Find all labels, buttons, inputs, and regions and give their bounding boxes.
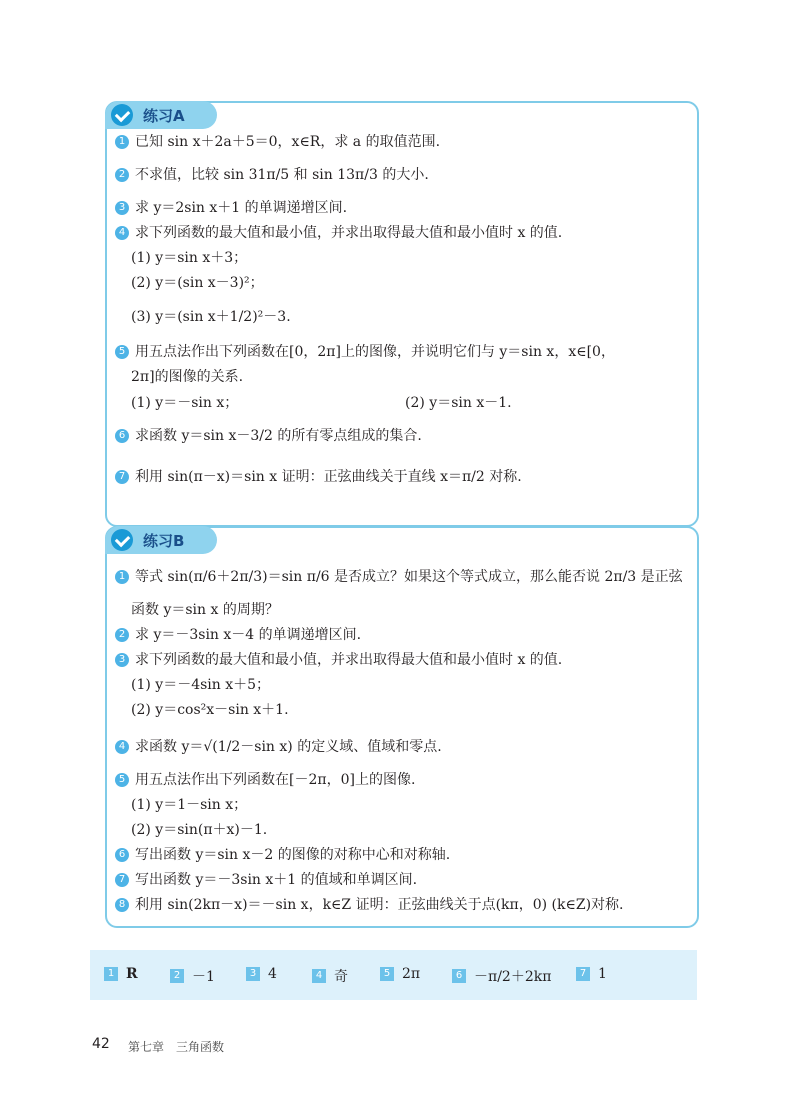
answer-item: 2 －1 (170, 966, 215, 986)
exercise-line: 8 利用 sin(2kπ－x)＝－sin x，k∈Z 证明：正弦曲线关于点(kπ，0) (k∈Z)对称. (115, 896, 691, 914)
answer-item: 1 R (104, 966, 138, 982)
exercise-subline: (1) y＝sin x＋3； (131, 250, 248, 266)
exercise-subline: (2) y＝cos²x－sin x＋1. (131, 702, 289, 718)
exercise-line: 2 求 y＝－3sin x－4 的单调递增区间. (115, 626, 691, 644)
exercise-subline: 2π]的图像的关系. (131, 369, 244, 385)
exercise-subline: (1) y＝－sin x； (2) y＝sin x－1. (131, 395, 512, 411)
exercise-a-title: 练习A (143, 106, 185, 125)
answer-item: 6 －π/2＋2kπ (452, 966, 551, 986)
answer-item: 3 4 (246, 966, 277, 982)
exercise-subline: (2) y＝sin(π＋x)－1. (131, 822, 268, 838)
answers-bar (90, 950, 697, 1000)
exercise-line: 6 求函数 y＝sin x－3/2 的所有零点组成的集合. (115, 427, 691, 445)
exercise-b-title: 练习B (143, 531, 185, 550)
exercise-line: 6 写出函数 y＝sin x－2 的图像的对称中心和对称轴. (115, 846, 691, 864)
exercise-subline: (1) y＝1－sin x； (131, 797, 248, 813)
answer-item: 5 2π (380, 966, 420, 982)
exercise-line: 4 求下列函数的最大值和最小值，并求出取得最大值和最小值时 x 的值. (115, 224, 691, 242)
chapter-title: 第七章 三角函数 (128, 1040, 225, 1054)
exercise-line: 5 用五点法作出下列函数在[0，2π]上的图像，并说明它们与 y＝sin x，x∈[0， (115, 343, 691, 361)
exercise-subline: (1) y＝－4sin x＋5； (131, 677, 271, 693)
exercise-line: 7 利用 sin(π－x)＝sin x 证明：正弦曲线关于直线 x＝π/2 对称. (115, 468, 691, 486)
exercise-line: 3 求 y＝2sin x＋1 的单调递增区间. (115, 199, 691, 217)
exercise-line: 1 等式 sin(π/6＋2π/3)＝sin π/6 是否成立？如果这个等式成立，那么能否说 2π/3 是正弦 (115, 568, 691, 586)
page-number: 42 (92, 1036, 110, 1052)
exercise-line: 1 已知 sin x＋2a＋5＝0，x∈R，求 a 的取值范围. (115, 133, 691, 151)
exercise-line: 2 不求值，比较 sin 31π/5 和 sin 13π/3 的大小. (115, 166, 691, 184)
exercise-line: 3 求下列函数的最大值和最小值，并求出取得最大值和最小值时 x 的值. (115, 651, 691, 669)
exercise-subline-col2: (2) y＝sin x－1. (405, 395, 512, 411)
exercise-line: 7 写出函数 y＝－3sin x＋1 的值域和单调区间. (115, 871, 691, 889)
exercise-subline: (2) y＝(sin x－3)²； (131, 275, 264, 291)
exercise-subline: 函数 y＝sin x 的周期？ (131, 602, 279, 618)
exercise-b-box (105, 526, 699, 928)
exercise-a-box (105, 101, 699, 527)
exercise-line: 5 用五点法作出下列函数在[－2π，0]上的图像. (115, 771, 691, 789)
answer-item: 7 1 (576, 966, 607, 982)
exercise-subline: (3) y＝(sin x＋1/2)²－3. (131, 309, 291, 325)
answer-item: 4 奇 (312, 966, 348, 986)
exercise-line: 4 求函数 y＝√(1/2－sin x) 的定义域、值域和零点. (115, 738, 691, 756)
